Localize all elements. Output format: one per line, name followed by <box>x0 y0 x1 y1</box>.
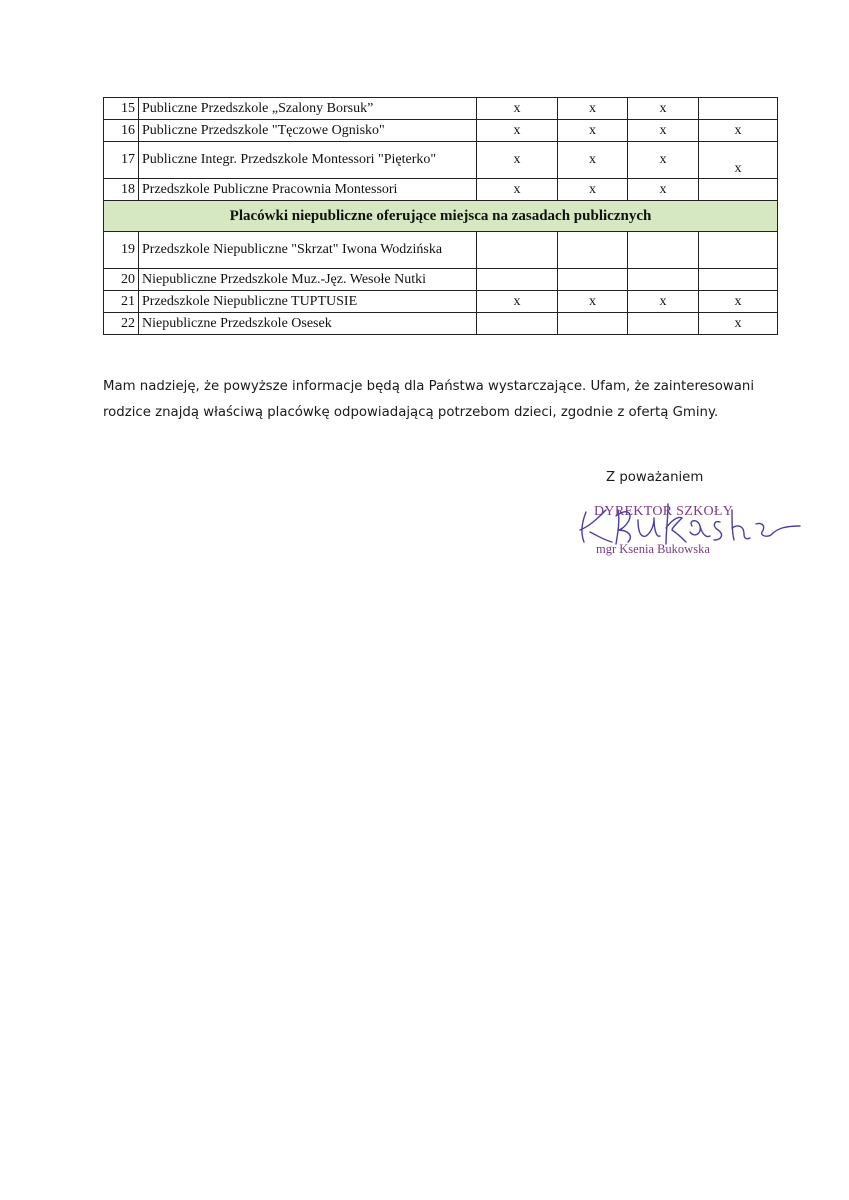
mark-cell: x <box>477 291 558 313</box>
row-number: 16 <box>104 120 139 142</box>
mark-cell: x <box>699 120 778 142</box>
row-number: 18 <box>104 179 139 201</box>
institution-name: Publiczne Integr. Przedszkole Montessori "Pięterko" <box>139 142 477 179</box>
mark-cell: x <box>628 120 699 142</box>
stamp-title: DYREKTOR SZKOŁY <box>594 504 734 519</box>
mark-cell: x <box>699 142 778 179</box>
mark-cell: x <box>558 120 628 142</box>
mark-cell <box>558 269 628 291</box>
mark-cell: x <box>628 142 699 179</box>
mark-cell <box>699 269 778 291</box>
letter-line: Mam nadzieję, że powyższe informacje będą dla Państwa wystarczające. Ufam, że zainteresowani <box>103 379 755 394</box>
table-row <box>104 269 778 291</box>
mark-cell <box>628 313 699 335</box>
mark-cell <box>699 232 778 269</box>
mark-cell: x <box>558 179 628 201</box>
section-header-row <box>104 201 778 232</box>
mark-cell: x <box>628 179 699 201</box>
letter-body <box>103 374 763 426</box>
handwritten-signature <box>572 496 812 556</box>
table-row <box>104 142 778 179</box>
institution-name: Publiczne Przedszkole "Tęczowe Ognisko" <box>139 120 477 142</box>
mark-cell <box>699 179 778 201</box>
row-number: 17 <box>104 142 139 179</box>
table-row <box>104 313 778 335</box>
signature-stamp <box>572 496 812 566</box>
stamp-name: mgr Ksenia Bukowska <box>596 542 710 556</box>
table-row <box>104 179 778 201</box>
institution-name: Publiczne Przedszkole „Szalony Borsuk” <box>139 98 477 120</box>
mark-cell: x <box>477 120 558 142</box>
table-row <box>104 98 778 120</box>
mark-cell: x <box>477 179 558 201</box>
mark-cell <box>558 232 628 269</box>
closing-salutation: Z poważaniem <box>606 470 704 485</box>
mark-cell <box>477 269 558 291</box>
row-number: 15 <box>104 98 139 120</box>
institution-name: Przedszkole Publiczne Pracownia Montessori <box>139 179 477 201</box>
institution-name: Przedszkole Niepubliczne "Skrzat" Iwona Wodzińska <box>139 232 477 269</box>
row-number: 21 <box>104 291 139 313</box>
institution-name: Niepubliczne Przedszkole Muz.-Jęz. Wesołe Nutki <box>139 269 477 291</box>
kindergarten-table <box>103 97 778 335</box>
mark-cell: x <box>558 142 628 179</box>
mark-cell: x <box>558 98 628 120</box>
mark-cell <box>628 269 699 291</box>
mark-cell <box>477 313 558 335</box>
row-number: 19 <box>104 232 139 269</box>
mark-cell <box>558 313 628 335</box>
row-number: 22 <box>104 313 139 335</box>
mark-cell: x <box>628 98 699 120</box>
table-row <box>104 232 778 269</box>
mark-cell: x <box>477 98 558 120</box>
letter-line: rodzice znajdą właściwą placówkę odpowiadającą potrzebom dzieci, zgodnie z ofertą Gminy. <box>103 405 719 420</box>
mark-cell: x <box>558 291 628 313</box>
table-row <box>104 291 778 313</box>
mark-cell: x <box>477 142 558 179</box>
mark-cell <box>699 98 778 120</box>
row-number: 20 <box>104 269 139 291</box>
mark-cell: x <box>628 291 699 313</box>
institution-name: Niepubliczne Przedszkole Osesek <box>139 313 477 335</box>
mark-cell: x <box>699 291 778 313</box>
table-row <box>104 120 778 142</box>
mark-cell <box>477 232 558 269</box>
mark-cell <box>628 232 699 269</box>
institution-name: Przedszkole Niepubliczne TUPTUSIE <box>139 291 477 313</box>
section-title: Placówki niepubliczne oferujące miejsca na zasadach publicznych <box>104 201 778 232</box>
mark-cell: x <box>699 313 778 335</box>
